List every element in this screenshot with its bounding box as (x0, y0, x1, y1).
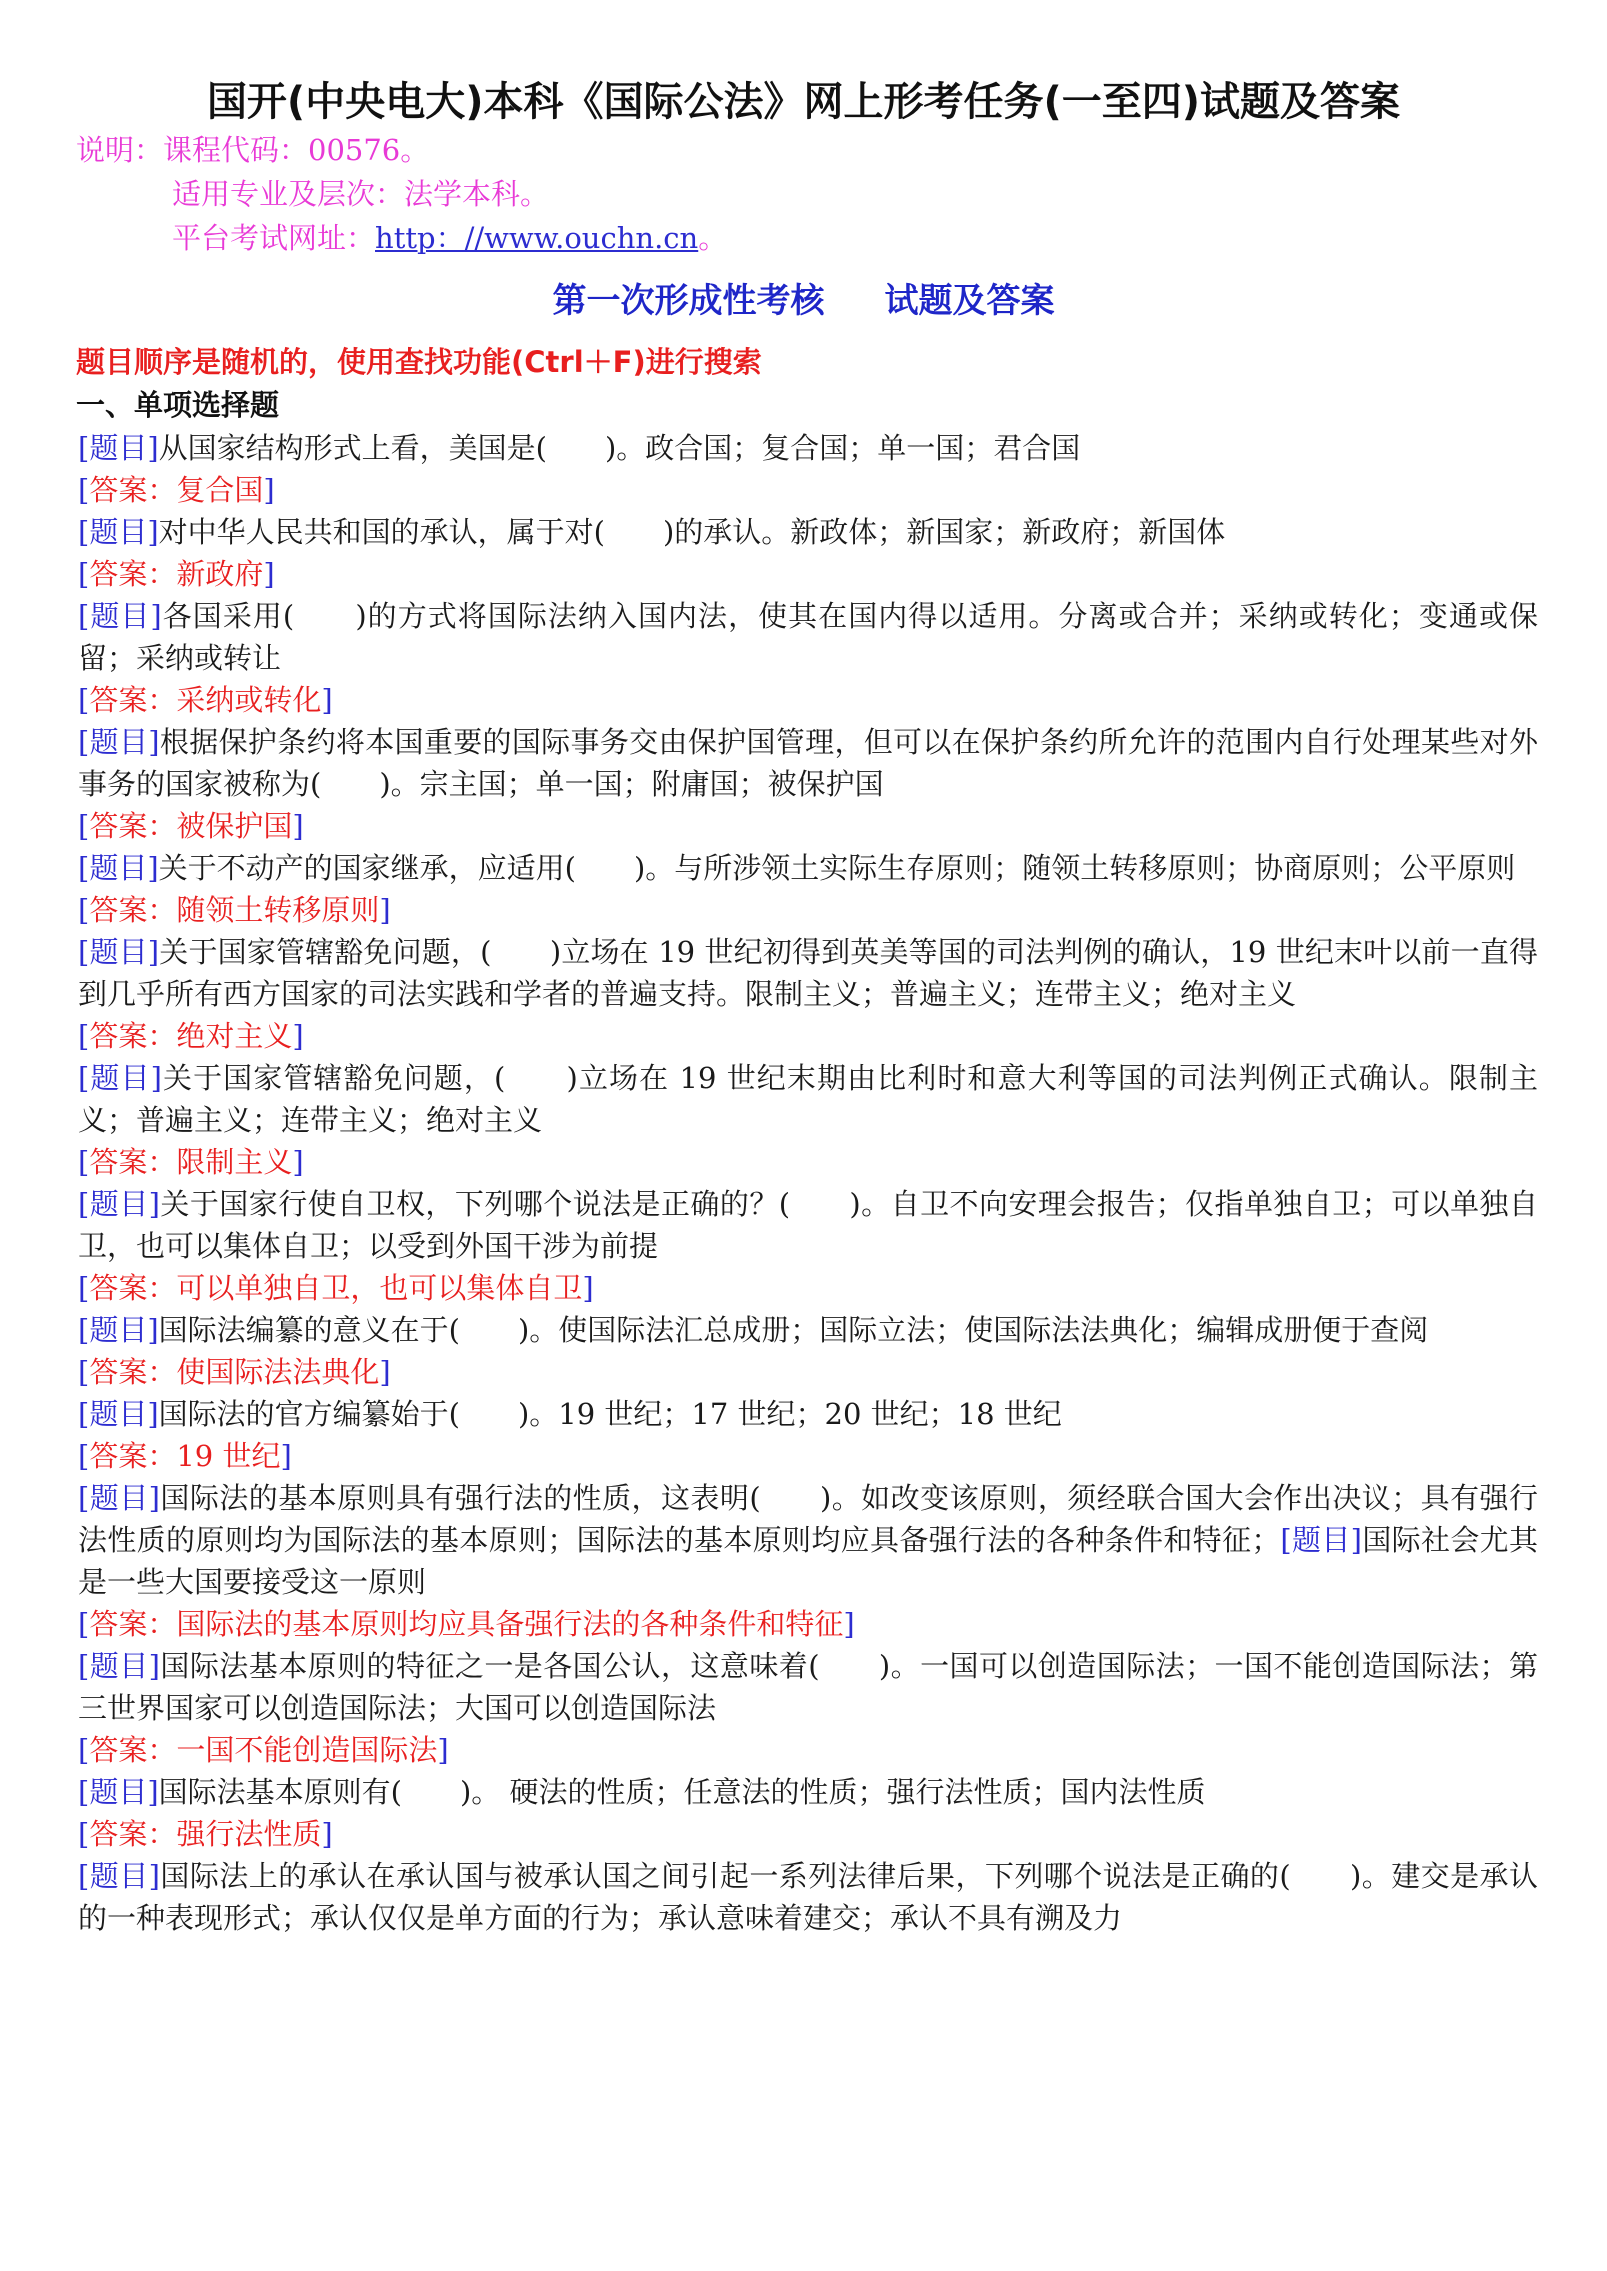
answer-bracket-close: ] (321, 683, 333, 717)
answer-bracket-close: ] (321, 1817, 333, 1851)
note-course-code: 说明：课程代码：00576。 (76, 133, 430, 167)
answer-text: 19 世纪 (176, 1439, 281, 1473)
question-text: 关于国家管辖豁免问题，( )立场在 19 世纪末期由比利时和意大利等国的司法判例正式确认。限制主义；普遍主义；连带主义；绝对主义 (78, 1061, 1539, 1137)
question-item (78, 847, 1538, 889)
answer-prefix: 答案： (89, 683, 177, 717)
answer-bracket-close: ] (379, 1355, 391, 1389)
answer-text: 可以单独自卫，也可以集体自卫 (176, 1271, 583, 1305)
answer-prefix: 答案： (89, 1607, 177, 1641)
answer-bracket-close: ] (280, 1439, 292, 1473)
answer-bracket-close: ] (582, 1271, 594, 1305)
answer-item (78, 1351, 1538, 1393)
question-tag: [题目] (78, 1649, 160, 1683)
section-title-left: 第一次形成性考核 (552, 281, 825, 321)
section-title (0, 276, 1607, 326)
question-tag: [题目] (78, 1775, 159, 1809)
question-text: 根据保护条约将本国重要的国际事务交由保护国管理，但可以在保护条约所允许的范围内自行处理某些对外事务的国家被称为( )。宗主国；单一国；附庸国；被保护国 (78, 725, 1538, 801)
question-tag: [题目] (78, 851, 159, 885)
question-text: 对中华人民共和国的承认，属于对( )的承认。新政体；新国家；新政府；新国体 (158, 515, 1226, 549)
answer-item (78, 1603, 1538, 1645)
answer-bracket-open: [ (78, 473, 90, 507)
answer-text: 使国际法法典化 (176, 1355, 380, 1389)
question-text: 国际法基本原则有( )。 硬法的性质；任意法的性质；强行法性质；国内法性质 (158, 1775, 1206, 1809)
answer-prefix: 答案： (89, 1271, 177, 1305)
answer-item (78, 1267, 1538, 1309)
answer-item (78, 469, 1538, 511)
answer-bracket-close: ] (263, 473, 275, 507)
question-tag: [题目] (78, 515, 159, 549)
answer-bracket-close: ] (292, 1145, 304, 1179)
answer-bracket-open: [ (78, 1733, 90, 1767)
question-text: 关于国家管辖豁免问题，( )立场在 19 世纪初得到英美等国的司法判例的确认，19 世纪末叶以前一直得到几乎所有西方国家的司法实践和学者的普遍支持。限制主义；普遍主义；连带主义；绝对主义 (78, 935, 1538, 1011)
answer-prefix: 答案： (89, 1145, 177, 1179)
answer-prefix: 答案： (89, 1355, 177, 1389)
question-item (78, 721, 1538, 805)
question-text: 国际法的官方编纂始于( )。19 世纪；17 世纪；20 世纪；18 世纪 (158, 1397, 1062, 1431)
question-tag: [题目] (1280, 1523, 1362, 1557)
question-item (78, 1645, 1538, 1729)
answer-prefix: 答案： (89, 473, 177, 507)
question-tag: [题目] (78, 1481, 160, 1515)
question-item (78, 1057, 1538, 1141)
answer-bracket-close: ] (263, 557, 275, 591)
question-tag: [题目] (78, 431, 159, 465)
answer-prefix: 答案： (89, 809, 177, 843)
answer-bracket-open: [ (78, 1355, 90, 1389)
answer-item (78, 1813, 1538, 1855)
answer-bracket-open: [ (78, 893, 90, 927)
note-platform-label: 平台考试网址： (172, 221, 376, 255)
answer-text: 复合国 (176, 473, 264, 507)
answer-text: 绝对主义 (176, 1019, 293, 1053)
answer-item (78, 553, 1538, 595)
note-platform (172, 218, 727, 258)
search-tip: 题目顺序是随机的，使用查找功能(Ctrl＋F)进行搜索 (76, 345, 762, 379)
answer-bracket-open: [ (78, 1145, 90, 1179)
answer-prefix: 答案： (89, 1019, 177, 1053)
answer-text: 新政府 (176, 557, 264, 591)
answer-bracket-close: ] (292, 809, 304, 843)
question-text: 关于国家行使自卫权，下列哪个说法是正确的？( )。自卫不向安理会报告；仅指单独自卫；可以单独自卫，也可以集体自卫；以受到外国干涉为前提 (78, 1187, 1538, 1263)
question-tag: [题目] (78, 935, 160, 969)
answer-text: 一国不能创造国际法 (176, 1733, 438, 1767)
answer-text: 国际法的基本原则均应具备强行法的各种条件和特征 (176, 1607, 844, 1641)
question-item (78, 427, 1538, 469)
answer-bracket-open: [ (78, 1607, 90, 1641)
question-item (78, 1855, 1538, 1939)
question-tag: [题目] (78, 1187, 160, 1221)
question-tag: [题目] (78, 1859, 160, 1893)
question-item (78, 1771, 1538, 1813)
question-item (78, 1477, 1538, 1603)
answer-item (78, 1015, 1538, 1057)
answer-item (78, 679, 1538, 721)
answer-item (78, 1435, 1538, 1477)
question-tag: [题目] (78, 725, 160, 759)
answer-bracket-close: ] (292, 1019, 304, 1053)
question-text: 国际法上的承认在承认国与被承认国之间引起一系列法律后果，下列哪个说法是正确的( )。建交是承认的一种表现形式；承认仅仅是单方面的行为；承认意味着建交；承认不具有溯及力 (78, 1859, 1538, 1935)
answer-bracket-open: [ (78, 1271, 90, 1305)
answer-text: 强行法性质 (176, 1817, 322, 1851)
answer-prefix: 答案： (89, 893, 177, 927)
question-item (78, 931, 1538, 1015)
answer-bracket-open: [ (78, 557, 90, 591)
answer-text: 被保护国 (176, 809, 293, 843)
question-item (78, 1183, 1538, 1267)
question-tag: [题目] (78, 1313, 159, 1347)
question-item (78, 511, 1538, 553)
section-title-right: 试题及答案 (884, 281, 1055, 321)
question-tag: [题目] (78, 599, 162, 633)
question-text: 国际法编纂的意义在于( )。使国际法汇总成册；国际立法；使国际法法典化；编辑成册便于查阅 (158, 1313, 1429, 1347)
answer-bracket-open: [ (78, 1817, 90, 1851)
document-title: 国开(中央电大)本科《国际公法》网上形考任务(一至四)试题及答案 (206, 79, 1401, 125)
question-tag: [题目] (78, 1397, 159, 1431)
question-text: 国际社会尤其是一些大国要接受这一原则 (78, 1523, 1538, 1599)
answer-text: 限制主义 (176, 1145, 293, 1179)
answer-prefix: 答案： (89, 1817, 177, 1851)
answer-bracket-open: [ (78, 1019, 90, 1053)
answer-bracket-close: ] (843, 1607, 855, 1641)
question-text: 从国家结构形式上看，美国是( )。政合国；复合国；单一国；君合国 (158, 431, 1081, 465)
answer-text: 采纳或转化 (176, 683, 322, 717)
question-item (78, 1393, 1538, 1435)
question-text: 关于不动产的国家继承，应适用( )。与所涉领土实际生存原则；随领土转移原则；协商原则；公平原则 (158, 851, 1516, 885)
answer-prefix: 答案： (89, 557, 177, 591)
question-text: 国际法基本原则的特征之一是各国公认，这意味着( )。一国可以创造国际法；一国不能创造国际法；第三世界国家可以创造国际法；大国可以创造国际法 (78, 1649, 1538, 1725)
question-item (78, 1309, 1538, 1351)
answer-bracket-close: ] (379, 893, 391, 927)
answer-bracket-open: [ (78, 683, 90, 717)
question-text: 国际法的基本原则具有强行法的性质，这表明( )。如改变该原则，须经联合国大会作出决议；具有强行法性质的原则均为国际法的基本原则；国际法的基本原则均应具备强行法的各种条件和特征； (78, 1481, 1538, 1557)
note-major-level: 适用专业及层次：法学本科。 (172, 177, 550, 211)
answer-item (78, 889, 1538, 931)
answer-bracket-close: ] (437, 1733, 449, 1767)
part-heading: 一、单项选择题 (76, 388, 280, 422)
answer-text: 随领土转移原则 (176, 893, 380, 927)
answer-bracket-open: [ (78, 809, 90, 843)
question-item (78, 595, 1538, 679)
answer-prefix: 答案： (89, 1733, 177, 1767)
answer-item (78, 1141, 1538, 1183)
answer-bracket-open: [ (78, 1439, 90, 1473)
answer-item (78, 1729, 1538, 1771)
question-text: 各国采用( )的方式将国际法纳入国内法，使其在国内得以适用。分离或合并；采纳或转化；变通或保留；采纳或转让 (78, 599, 1538, 675)
note-platform-suffix: 。 (698, 221, 728, 255)
platform-url-link[interactable]: http：//www.ouchn.cn (375, 221, 699, 255)
qa-list (78, 427, 1538, 1939)
answer-item (78, 805, 1538, 847)
question-tag: [题目] (78, 1061, 162, 1095)
answer-prefix: 答案： (89, 1439, 177, 1473)
